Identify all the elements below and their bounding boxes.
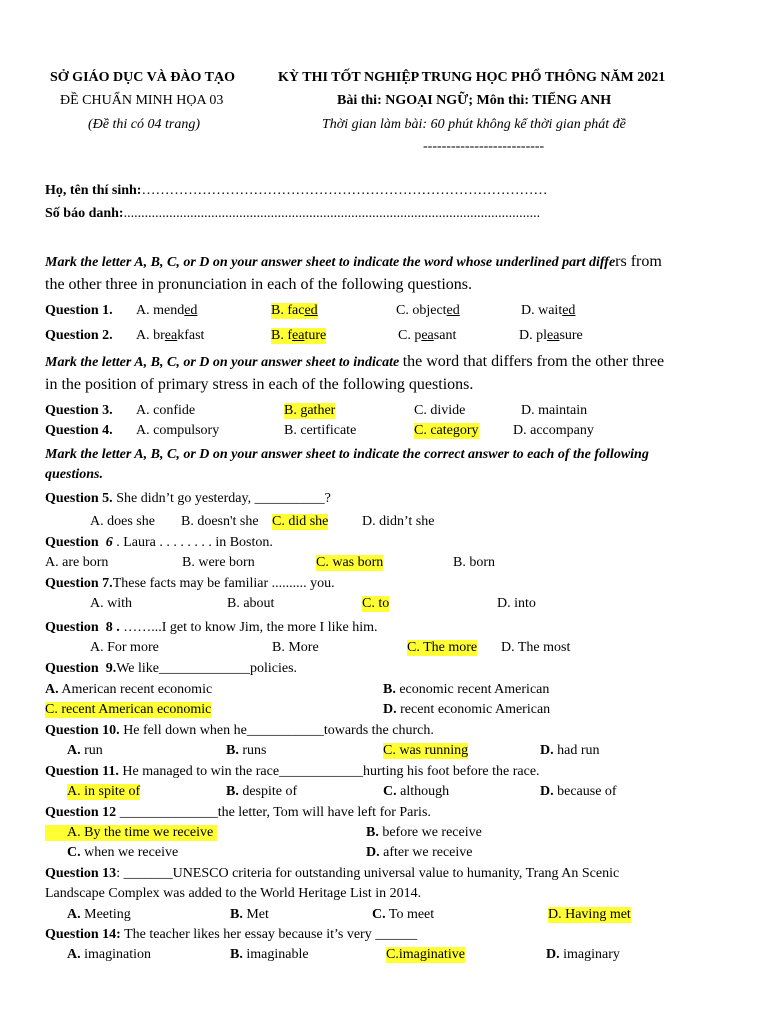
q14-stem: [45, 927, 417, 943]
q2-a-underlined: ea: [164, 328, 178, 343]
q7-label: Question 7.: [45, 576, 113, 591]
q9-b-text: economic recent American: [399, 682, 550, 697]
section2-instruction-line2: in the position of primary stress in each of the following questions.: [45, 376, 474, 393]
q12-stem: [45, 805, 431, 821]
q9-stem: [45, 661, 297, 677]
q13-b-text: Met: [246, 907, 269, 922]
q9-option-a[interactable]: [45, 682, 212, 698]
q9-option-b[interactable]: [383, 682, 549, 698]
q10-option-b[interactable]: [226, 743, 266, 759]
q8-option-c[interactable]: C. The more: [407, 640, 478, 655]
q12-text: ______________the letter, Tom will have left for Paris.: [119, 805, 431, 820]
q2-option-b[interactable]: [271, 328, 326, 344]
q2-b-post: ture: [304, 328, 327, 343]
q13-option-d[interactable]: D. Having met: [548, 907, 631, 922]
q11-d-letter: D.: [540, 784, 554, 799]
q4-option-d[interactable]: D. accompany: [513, 423, 594, 438]
q14-d-letter: D.: [546, 947, 560, 962]
q2-a-pre: A. br: [136, 328, 165, 343]
section1-instruction: [45, 253, 662, 271]
q1-d-underlined: ed: [562, 303, 576, 318]
q9-number: 9.: [105, 661, 117, 676]
q2-option-d[interactable]: [519, 328, 583, 344]
q11-d-text: because of: [557, 784, 617, 799]
q13-option-b[interactable]: [230, 907, 269, 923]
candidate-name-label: Họ, tên thí sinh:: [45, 183, 142, 198]
q12-b-letter: B.: [366, 825, 379, 840]
q10-option-d[interactable]: [540, 743, 600, 759]
q4-option-b[interactable]: B. certificate: [284, 423, 357, 438]
q12-option-c[interactable]: [67, 845, 178, 861]
q5-option-a[interactable]: A. does she: [90, 514, 155, 529]
q2-b-pre: B. f: [271, 328, 292, 343]
q13-text: : _______UNESCO criteria for outstanding universal value to humanity, Trang An Scenic: [116, 866, 620, 881]
q13-c-letter: C.: [372, 907, 386, 922]
q8-option-b[interactable]: B. More: [272, 640, 319, 655]
candidate-name-line: [45, 183, 547, 199]
q10-option-c[interactable]: C. was running: [383, 743, 469, 758]
q5-label: Question 5.: [45, 491, 113, 506]
q1-d-text: D. wait: [521, 303, 563, 318]
q6-option-d[interactable]: B. born: [453, 555, 495, 570]
q8-number: 8 .: [105, 620, 120, 635]
q7-option-d[interactable]: D. into: [497, 596, 536, 611]
q10-b-letter: B.: [226, 743, 239, 758]
q9-option-c[interactable]: [45, 702, 211, 718]
q13-label: Question 13: [45, 866, 117, 881]
q11-c-text: although: [400, 784, 450, 799]
q13-b-letter: B.: [230, 907, 243, 922]
q12-option-b[interactable]: [366, 825, 482, 841]
q12-b-text: before we receive: [382, 825, 482, 840]
candidate-name-dots: ……………………………………………………………………………: [141, 183, 548, 198]
q13-stem-line2: Landscape Complex was added to the World Heritage List in 2014.: [45, 886, 422, 901]
header-divider: --------------------------: [423, 139, 545, 154]
q9-d-letter: D.: [383, 702, 397, 717]
section3-instruction: Mark the letter A, B, C, or D on your answer sheet to indicate the correct answer to each of the following: [45, 447, 649, 462]
q8-stem: [45, 620, 377, 636]
q14-option-d[interactable]: [546, 947, 620, 963]
q8-text: ……...I get to know Jim, the more I like him.: [123, 620, 378, 635]
q10-stem: [45, 723, 434, 739]
q8-option-a[interactable]: A. For more: [90, 640, 159, 655]
q11-option-b[interactable]: [226, 784, 297, 800]
q7-stem: [45, 576, 335, 592]
section3-instruction-line2: questions.: [45, 467, 103, 482]
q1-b-underlined: ed: [304, 303, 318, 318]
q5-option-d[interactable]: D. didn’t she: [362, 514, 435, 529]
q2-option-a[interactable]: [136, 328, 204, 344]
q10-d-text: had run: [557, 743, 600, 758]
q2-d-pre: D. pl: [519, 328, 547, 343]
q14-b-text: imaginable: [246, 947, 309, 962]
q14-a-text: imagination: [84, 947, 152, 962]
q1-option-a[interactable]: [136, 303, 197, 319]
q7-option-c[interactable]: C. to: [362, 596, 390, 611]
q1-label: Question 1.: [45, 303, 113, 318]
q14-b-letter: B.: [230, 947, 243, 962]
q13-option-a[interactable]: [67, 907, 131, 923]
q11-text: He managed to win the race____________hurting his foot before the race.: [122, 764, 540, 779]
q10-a-text: run: [84, 743, 103, 758]
q14-label: Question 14:: [45, 927, 121, 942]
q9-c-text: recent American economic: [61, 702, 212, 717]
q2-c-pre: C. p: [398, 328, 422, 343]
q2-c-post: sant: [433, 328, 457, 343]
subject-label: Bài thi:: [337, 93, 382, 108]
q3-option-b[interactable]: B. gather: [284, 403, 336, 418]
candidate-id-dots: .......................................................................................................................: [123, 206, 541, 221]
q11-b-text: despite of: [242, 784, 298, 799]
q14-option-c[interactable]: C.imaginative: [386, 947, 465, 962]
section2-instr-tail: the word that differs from the other three: [402, 353, 665, 370]
q12-option-d[interactable]: [366, 845, 473, 861]
q2-d-underlined: ea: [547, 328, 560, 343]
q6-stem: [45, 535, 273, 551]
q1-option-d[interactable]: [521, 303, 575, 319]
q3-label: Question 3.: [45, 403, 113, 418]
section2-instruction: [45, 353, 664, 371]
q1-c-underlined: ed: [446, 303, 460, 318]
q6-label: Question: [45, 535, 99, 550]
q4-label: Question 4.: [45, 423, 113, 438]
q2-a-post: kfast: [177, 328, 205, 343]
q5-option-c[interactable]: C. did she: [272, 514, 329, 529]
q2-b-underlined: ea: [292, 328, 305, 343]
q12-c-text: when we receive: [84, 845, 179, 860]
q14-d-text: imaginary: [563, 947, 620, 962]
q6-number: 6: [105, 535, 113, 550]
q11-option-c[interactable]: [383, 784, 449, 800]
section1-instruction-line2: the other three in pronunciation in each of the following questions.: [45, 276, 472, 293]
q11-stem: [45, 764, 540, 780]
q3-option-c[interactable]: C. divide: [414, 403, 466, 418]
q1-option-b[interactable]: [271, 303, 318, 319]
q9-c-letter: C.: [45, 702, 58, 717]
q11-label: Question 11.: [45, 764, 119, 779]
q4-option-a[interactable]: A. compulsory: [136, 423, 220, 438]
q9-label: Question: [45, 661, 99, 676]
q3-option-a[interactable]: A. confide: [136, 403, 196, 418]
q4-option-c[interactable]: C. category: [414, 423, 479, 438]
q13-a-letter: A.: [67, 907, 81, 922]
q6-text: . Laura . . . . . . . . in Boston.: [116, 535, 273, 550]
q6-option-b[interactable]: B. were born: [182, 555, 255, 570]
q11-option-d[interactable]: [540, 784, 617, 800]
q3-option-d[interactable]: D. maintain: [521, 403, 588, 418]
q13-c-text: To meet: [388, 907, 435, 922]
q11-c-letter: C.: [383, 784, 397, 799]
q9-text: We like_____________policies.: [116, 661, 298, 676]
q14-option-b[interactable]: [230, 947, 309, 963]
q1-option-c[interactable]: [396, 303, 460, 319]
q14-text: The teacher likes her essay because it’s very ______: [124, 927, 418, 942]
q1-c-text: C. object: [396, 303, 447, 318]
q5-option-b[interactable]: B. doesn't she: [181, 514, 259, 529]
q12-d-letter: D.: [366, 845, 380, 860]
q2-c-underlined: ea: [421, 328, 434, 343]
q2-label: Question 2.: [45, 328, 113, 343]
candidate-id-label: Số báo danh:: [45, 206, 124, 221]
q11-option-a[interactable]: A. in spite of: [67, 784, 141, 799]
q13-stem: [45, 866, 619, 882]
q9-b-letter: B.: [383, 682, 396, 697]
section1-instr-tail: rs from: [615, 253, 662, 270]
q9-d-text: recent economic American: [400, 702, 551, 717]
q10-option-a[interactable]: [67, 743, 103, 759]
q10-text: He fell down when he___________towards the church.: [123, 723, 434, 738]
candidate-id-line: [45, 206, 540, 222]
q12-option-a[interactable]: A. By the time we receive: [45, 825, 217, 841]
q2-option-c[interactable]: [398, 328, 456, 344]
q7-option-b[interactable]: B. about: [227, 596, 275, 611]
q7-option-a[interactable]: A. with: [90, 596, 132, 611]
q2-d-post: sure: [559, 328, 583, 343]
q1-a-text: A. mend: [136, 303, 185, 318]
q10-b-text: runs: [242, 743, 267, 758]
q10-a-letter: A.: [67, 743, 81, 758]
q12-d-text: after we receive: [383, 845, 473, 860]
q14-a-letter: A.: [67, 947, 81, 962]
q5-stem: [45, 491, 331, 507]
q9-a-letter: A.: [45, 682, 59, 697]
section1-instr-italic: Mark the letter A, B, C, or D on your answer sheet to indicate the word whose underlined part diffe: [45, 255, 616, 270]
q1-b-text: B. fac: [271, 303, 305, 318]
header-left-line3: (Đề thi có 04 trang): [88, 117, 200, 132]
header-right-line3: Thời gian làm bài: 60 phút không kể thời gian phát đề: [322, 117, 626, 132]
q10-label: Question 10.: [45, 723, 120, 738]
q7-text: These facts may be familiar .......... you.: [112, 576, 335, 591]
subject-value: NGOẠI NGỮ; Môn thi: TIẾNG ANH: [385, 93, 612, 108]
q6-option-c[interactable]: C. was born: [316, 555, 384, 570]
q14-option-a[interactable]: [67, 947, 151, 963]
q13-option-c[interactable]: [372, 907, 434, 923]
q9-a-text: American recent economic: [61, 682, 213, 697]
q8-option-d[interactable]: D. The most: [501, 640, 571, 655]
q8-label: Question: [45, 620, 99, 635]
header-right-line2: [337, 93, 611, 109]
header-right-line1: KỲ THI TỐT NGHIỆP TRUNG HỌC PHỔ THÔNG NĂM 2021: [278, 70, 666, 85]
q12-c-letter: C.: [67, 845, 81, 860]
header-left-line1: SỞ GIÁO DỤC VÀ ĐÀO TẠO: [50, 70, 236, 85]
q6-option-a[interactable]: A. are born: [45, 555, 109, 570]
q5-text: She didn’t go yesterday, __________?: [116, 491, 331, 506]
q13-a-text: Meeting: [84, 907, 131, 922]
q1-a-underlined: ed: [184, 303, 198, 318]
q11-b-letter: B.: [226, 784, 239, 799]
section2-instr-italic: Mark the letter A, B, C, or D on your answer sheet to indicate: [45, 355, 400, 370]
q12-label: Question 12: [45, 805, 117, 820]
q9-option-d[interactable]: [383, 702, 550, 718]
header-left-line2: ĐỀ CHUẨN MINH HỌA 03: [60, 93, 224, 108]
q10-d-letter: D.: [540, 743, 554, 758]
